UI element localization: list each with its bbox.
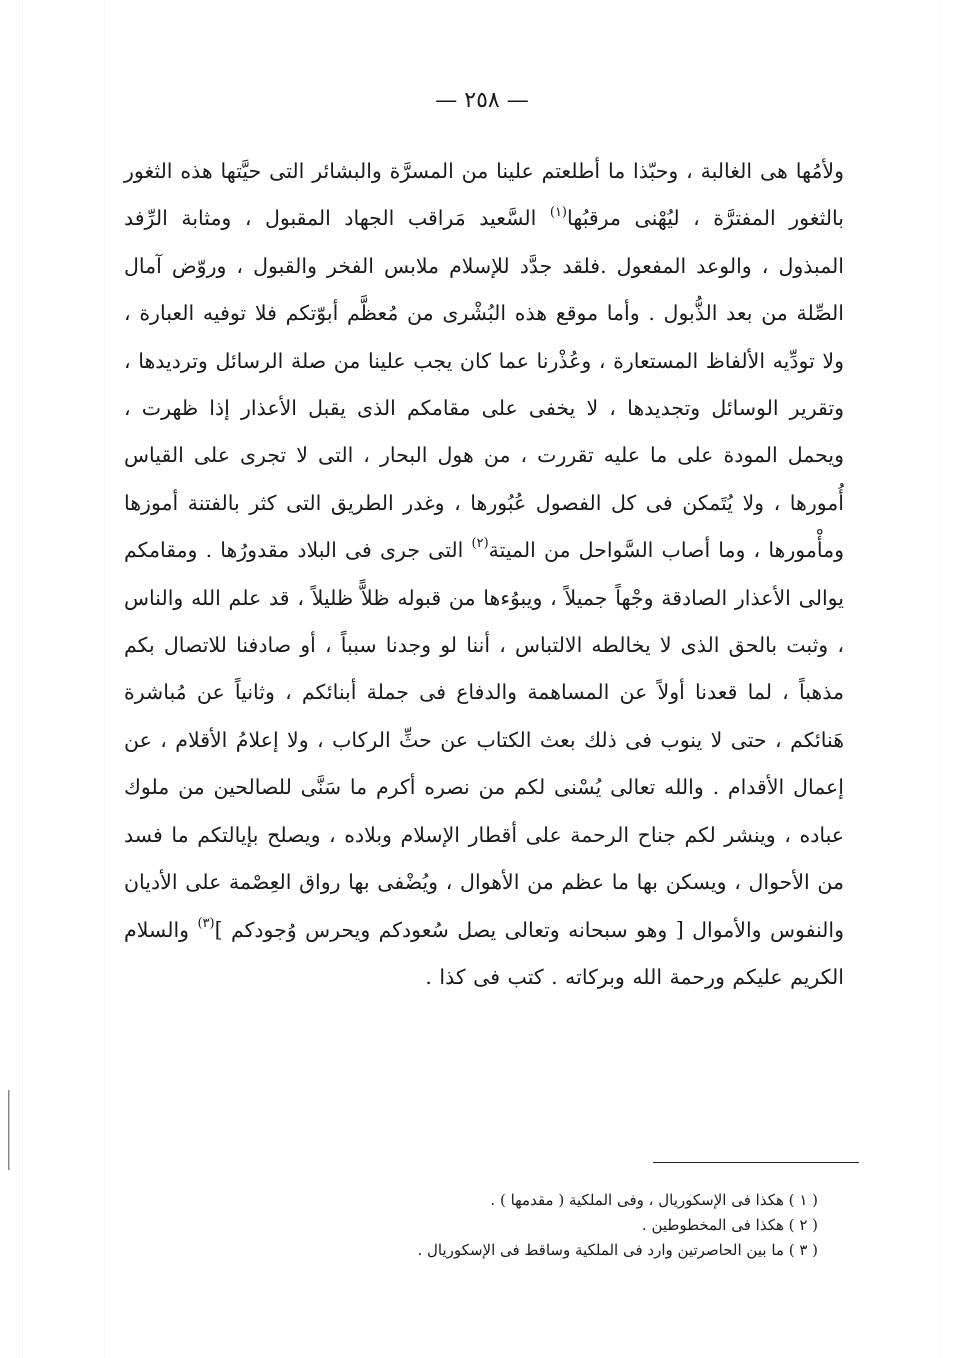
footnote-3: ( ٣ ) ما بين الحاصرتين وارد فى الملكية وساقط فى الإسكوريال . bbox=[417, 1241, 818, 1259]
page-number: — ٢٥٨ — bbox=[435, 88, 529, 113]
text-line: إذا ظهرت ، ويحمل المودة على ما عليه تقررت ، من هول البحار ، التى لا تجرى bbox=[124, 396, 844, 468]
text-line: ولأمُها هى الغالبة ، وحبّذا ما أطلعتم علينا من المسرَّة والبشائر التى حيَّتها هذه bbox=[180, 159, 844, 183]
text-line: تعالى يُسْنى لكم من نصره أكرم ما سَنَّى للصالحين من ملوك عباده ، وينشر لكم bbox=[124, 775, 844, 847]
letter-body-paragraph bbox=[124, 148, 844, 1001]
text-line: كثر بالفتنة أموزها ومأْمورها ، وما أصاب السَّواحل من الميتة bbox=[124, 490, 844, 563]
text-line: البلاد مقدورُها . ومقامكم يوالى الأعذار الصادقة وجْهاً جميلاً ، ويبوُءها من قبوله bbox=[124, 538, 844, 610]
text-line: ويسكن بها ما عظم من الأهوال ، ويُضْفى بها رواق العِصْمة على الأديان والنفوس bbox=[124, 870, 844, 942]
text-line: الثغور بالثغور المفترَّة ، ليُهْنى مرقبُها bbox=[124, 159, 844, 231]
footnote-marker-2: (٢) bbox=[471, 536, 489, 552]
text-line: وترديدها ، وتقرير الوسائل وتجديدها ، لا يخفى على مقامكم الذى يقبل الأعذار bbox=[124, 348, 844, 421]
text-line: الصِّلة من بعد الذُّبول . وأما موقع هذه البُشْرى من مُعظَّم أبوّتكم فلا توفيه العبارة ، bbox=[124, 301, 844, 326]
text-line: ولا تودِّيه الألفاظ المستعارة ، وعُذْرنا عما كان يجب علينا من صلة الرسائل bbox=[215, 348, 844, 373]
text-line: جناح الرحمة على أقطار الإسلام وبلاده ، ويصلح بإيالتكم ما فسد من الأحوال ، bbox=[124, 822, 844, 895]
footnote-separator bbox=[653, 1162, 859, 1163]
text-line: والأموال [ وهو سبحانه وتعالى يصل سُعودكم ويحرس وُجودكم ] bbox=[214, 917, 762, 942]
text-line: السَّعيد مَراقب الجهاد المقبول ، ومثابة الرِّفد bbox=[124, 206, 537, 231]
footnotes bbox=[298, 1188, 818, 1263]
text-line: لو وجدنا سبباً ، أو صادفنا للاتصال بكم مذهباً ، لما قعدنا أولاً عن المساهمة bbox=[124, 633, 844, 705]
text-line: ظلاًّ ظليلاً ، قد علم الله والناس ، وثبت بالحق الذى لا يخالطه الالتباس ، أننا bbox=[124, 585, 844, 658]
text-line: والسلام bbox=[124, 917, 190, 942]
text-line: بعث الكتاب عن حثِّ الركاب ، ولا إعلامُ الأقلام ، عن إعمال الأقدام . والله bbox=[124, 727, 844, 800]
footnote-1: ( ١ ) هكذا فى الإسكوريال ، وفى الملكية ( مقدمها ) . bbox=[490, 1191, 818, 1209]
text-line: الكريم عليكم ورحمة الله وبركاته . كتب فى كذا . bbox=[425, 964, 844, 989]
text-line: التى جرى فى bbox=[344, 538, 464, 563]
text-line: على القياس أُمورها ، ولا يُتَمكن فى كل الفصول عُبُورها ، وغدر الطريق التى bbox=[124, 443, 844, 515]
footnote-marker-1: (١) bbox=[549, 204, 567, 220]
text-line: والدفاع فى جملة أبنائكم ، وثانياً عن مُباشرة هَنائكم ، حتى لا ينوب فى ذلك bbox=[124, 680, 844, 752]
footnote-2: ( ٢ ) هكذا فى المخطوطين . bbox=[641, 1216, 818, 1234]
text-line: المبذول ، والوعد المفعول .فلقد جدَّد للإسلام ملابس الفخر والقبول ، وروّض آمال bbox=[124, 253, 844, 278]
footnote-marker-3: (٣) bbox=[197, 915, 215, 931]
